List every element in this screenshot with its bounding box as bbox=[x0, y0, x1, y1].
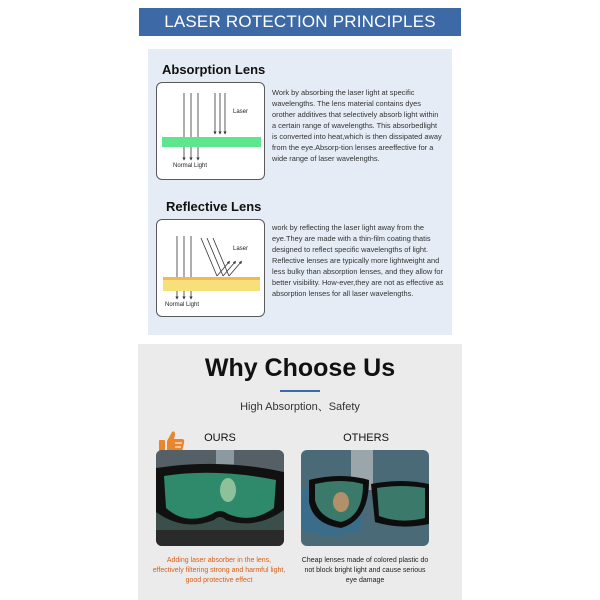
reflective-diagram bbox=[156, 219, 265, 317]
ours-label: OURS bbox=[204, 432, 236, 444]
reflective-filter bbox=[163, 277, 260, 291]
others-goggles-image bbox=[301, 450, 429, 546]
page-banner: LASER ROTECTION PRINCIPLES bbox=[139, 8, 461, 36]
title-underline bbox=[280, 390, 320, 392]
absorption-title: Absorption Lens bbox=[162, 62, 266, 77]
absorption-diagram bbox=[156, 82, 265, 180]
ours-caption: Adding laser absorber in the lens, effectively filtering strong and harmful light, good protective effect bbox=[152, 557, 286, 584]
why-subtitle: High Absorption、Safety bbox=[240, 401, 360, 413]
absorption-normal-label: Normal Light bbox=[173, 163, 208, 169]
absorption-laser-label: Laser bbox=[233, 109, 249, 115]
reflective-description: work by reflecting the laser light away from the eye.They are made with a thin-film coating thatis designed to reflect specific wavelengths of light. Reflective lenses are typically more lightweight and less bulky than absorption lenses, and they allow for better visibility. How-ever,they are not as effective as absorption lenses for all laser wavelengths. bbox=[272, 223, 444, 298]
reflective-laser-label: Laser bbox=[233, 246, 249, 252]
reflective-title: Reflective Lens bbox=[166, 199, 262, 214]
absorption-filter bbox=[162, 137, 261, 147]
ours-goggles-image bbox=[156, 450, 284, 546]
absorption-description: Work by absorbing the laser light at specific wavelengths. The lens material contains dyes orother additives that selectively absorb light within a certain range of wavelengths. This absorbedlight is converted into heat,which is then dissipated away from the eye.Absorp-tion lenses areeffective for a wide range of laser wavelengths. bbox=[272, 88, 442, 163]
others-label: OTHERS bbox=[343, 432, 389, 444]
others-caption: Cheap lenses made of colored plastic do not block bright light and cause serious eye damage bbox=[301, 557, 429, 584]
why-choose-title: Why Choose Us bbox=[204, 354, 396, 382]
reflective-normal-label: Normal Light bbox=[165, 302, 200, 308]
